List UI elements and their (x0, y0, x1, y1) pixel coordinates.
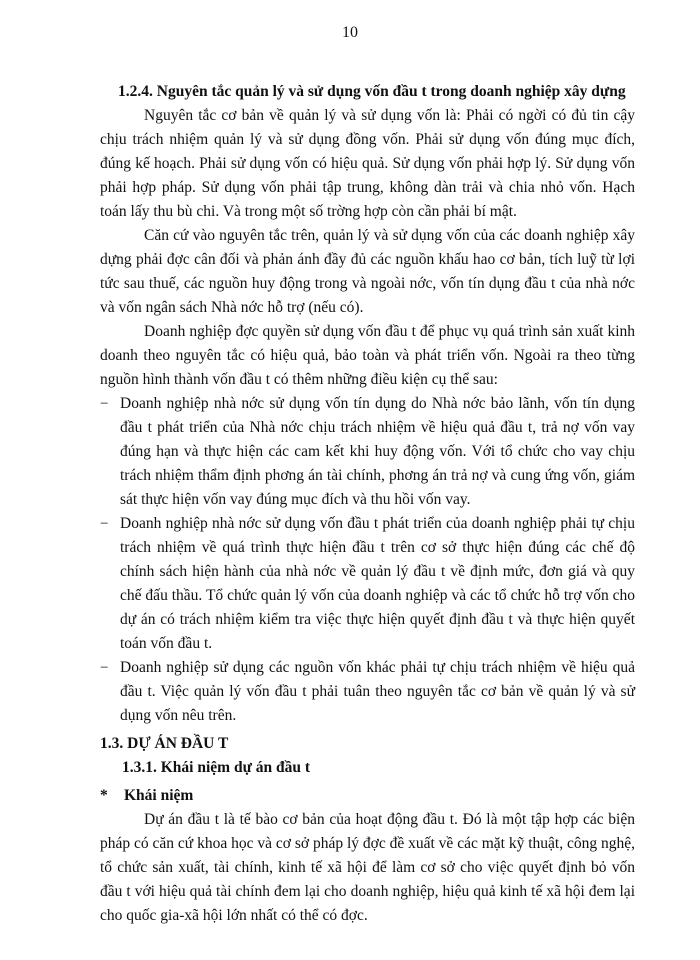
paragraph-basis: Căn cứ vào nguyên tắc trên, quản lý và sử dụng vốn của các doanh nghiệp xây dựng phải đợc cân đối và phản ánh đầy đủ các nguồn khấu hao cơ bản, tích luỹ từ lợi tức sau thuế, các nguồn huy động trong và ngoài nớc, vốn tín dụng đầu t của nhà nớc và vốn ngân sách Nhà nớc hỗ trợ (nếu có). (100, 227, 635, 316)
paragraph-principles: Nguyên tắc cơ bản về quản lý và sử dụng vốn là: Phải có ngời có đủ tin cậy chịu trách nhiệm quản lý và sử dụng đồng vốn. Phải sử dụng vốn đúng mục đích, đúng kế hoạch. Phải sử dụng vốn có hiệu quả. Sử dụng vốn phải hợp lý. Sử dụng vốn phải hợp pháp. Sử dụng vốn phải tập trung, không dàn trải và chia nhỏ vốn. Hạch toán lấy thu bù chi. Và trong một số trờng hợp còn cần phải bí mật. (100, 107, 635, 220)
dash-bullet-icon: − (100, 396, 109, 412)
dash-bullet-icon: − (100, 516, 109, 532)
page-number: 10 (342, 24, 358, 41)
dash-bullet-icon: − (100, 660, 109, 676)
definition-heading-text: Khái niệm (124, 787, 194, 804)
list-item-text: Doanh nghiệp nhà nớc sử dụng vốn đầu t phát triển của doanh nghiệp phải tự chịu trách nhiệm về quá trình thực hiện đầu t trên cơ sở thực hiện đúng các chế độ chính sách hiện hành của nhà nớc về quản lý đầu t về định mức, đơn giá và quy chế đấu thầu. Tổ chức quản lý vốn của doanh nghiệp và các tổ chức hỗ trợ vốn cho dự án có trách nhiệm kiểm tra việc thực hiện quyết định đầu t và thực hiện quyết toán vốn đầu t. (120, 515, 635, 652)
paragraph-rights: Doanh nghiệp đợc quyền sử dụng vốn đầu t để phục vụ quá trình sản xuất kinh doanh theo nguyên tắc có hiệu quả, bảo toàn và phát triển vốn. Ngoài ra theo từng nguồn hình thành vốn đầu t có thêm những điều kiện cụ thể sau: (100, 323, 635, 388)
list-item (100, 656, 635, 728)
paragraph-definition: Dự án đầu t là tế bào cơ bản của hoạt động đầu t. Đó là một tập hợp các biện pháp có căn cứ khoa học và cơ sở pháp lý đợc đề xuất về các mặt kỹ thuật, công nghệ, tổ chức sản xuất, tài chính, kinh tế xã hội để làm cơ sở cho việc quyết định bỏ vốn đầu t với hiệu quả tài chính đem lại cho doanh nghiệp, hiệu quả kinh tế xã hội đem lại cho quốc gia-xã hội lớn nhất có thể có đợc. (100, 811, 635, 924)
section-1-3-heading: 1.3. DỰ ÁN ĐẦU T (100, 735, 229, 752)
document-body (100, 80, 635, 928)
list-item-text: Doanh nghiệp nhà nớc sử dụng vốn tín dụng do Nhà nớc bảo lãnh, vốn tín dụng đầu t phát triển của Nhà nớc chịu trách nhiệm về hiệu quả đầu t, trả nợ vốn vay đúng hạn và thực hiện các cam kết khi huy động vốn. Với tổ chức cho vay chịu trách nhiệm thẩm định phơng án tài chính, phơng án trả nợ và cung ứng vốn, giám sát thực hiện vốn vay đúng mục đích và thu hồi vốn vay. (120, 395, 635, 508)
list-item-text: Doanh nghiệp sử dụng các nguồn vốn khác phải tự chịu trách nhiệm về hiệu quả đầu t. Việc quản lý vốn đầu t phải tuân theo nguyên tắc cơ bản về quản lý và sử dụng vốn nêu trên. (120, 659, 635, 724)
star-bullet-icon: * (100, 787, 108, 804)
section-1-2-4-heading: 1.2.4. Nguyên tắc quản lý và sử dụng vốn đầu t trong doanh nghiệp xây dựng (118, 83, 626, 100)
list-item (100, 512, 635, 656)
definition-heading (100, 784, 635, 808)
list-item (100, 392, 635, 512)
section-1-3-1-heading: 1.3.1. Khái niệm dự án đầu t (122, 759, 311, 776)
